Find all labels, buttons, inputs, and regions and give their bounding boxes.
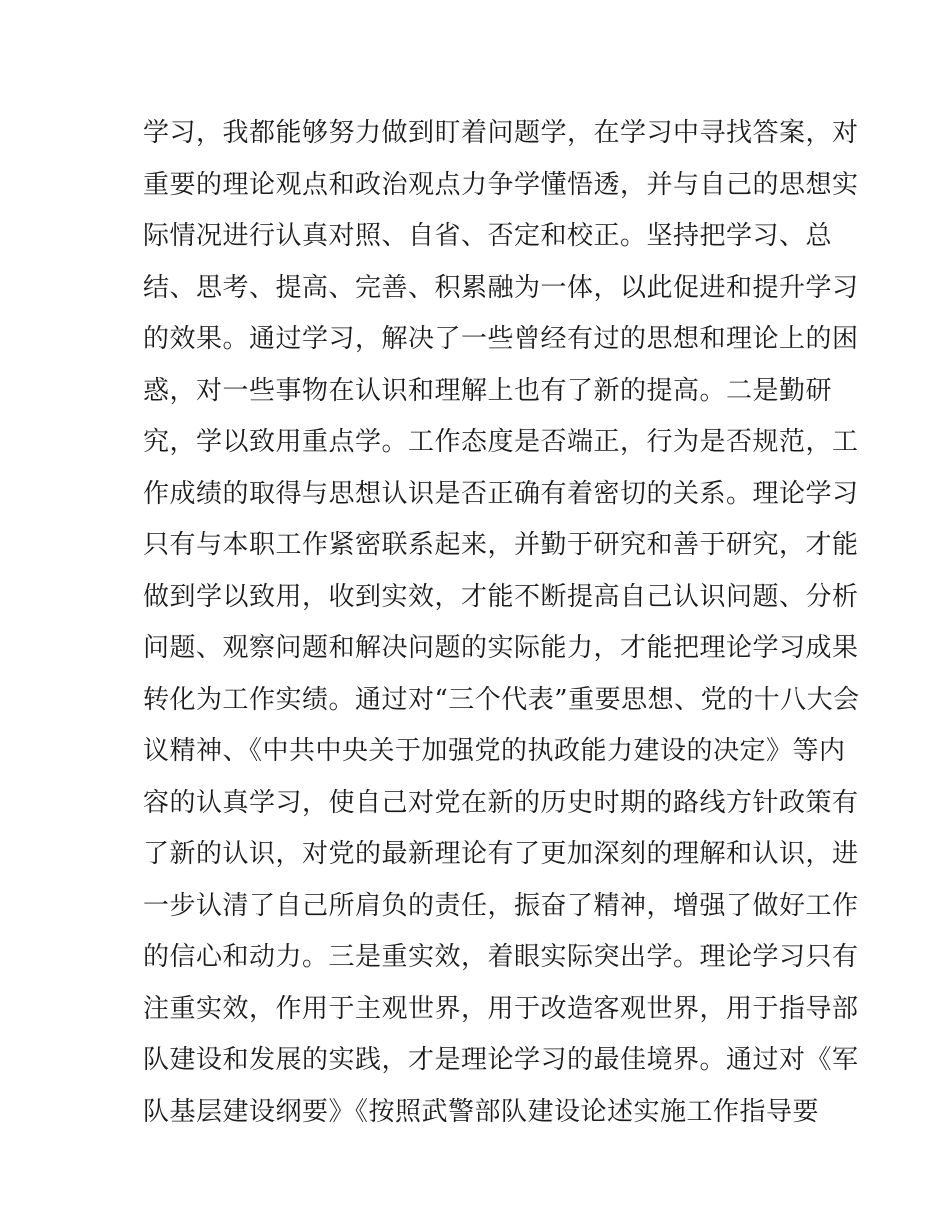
text-line: 了新的认识，对党的最新理论有了更加深刻的理解和认识，进: [143, 839, 859, 869]
text-line: 结、思考、提高、完善、积累融为一体，以此促进和提升学习: [143, 272, 859, 303]
text-line: 队基层建设纲要》《按照武警部队建设论述实施工作指导要: [143, 1096, 820, 1127]
text-line: 议精神、《中共中央关于加强党的执政能力建设的决定》等内: [143, 736, 846, 766]
body-text: [143, 108, 860, 1138]
text-line: 注重实效，作用于主观世界，用于改造客观世界，用于指导部: [143, 993, 859, 1024]
text-line: 的信心和动力。三是重实效，着眼实际突出学。理论学习只有: [143, 942, 859, 972]
text-line: 转化为工作实绩。通过对“三个代表”重要思想、党的十八大会: [143, 684, 860, 715]
text-line: 际情况进行认真对照、自省、否定和校正。坚持把学习、总: [143, 221, 833, 251]
text-line: 究，学以致用重点学。工作态度是否端正，行为是否规范，工: [143, 427, 859, 457]
text-line: 作成绩的取得与思想认识是否正确有着密切的关系。理论学习: [143, 478, 859, 509]
text-line: 做到学以致用，收到实效，才能不断提高自己认识问题、分析: [143, 581, 859, 612]
text-line: 学习，我都能够努力做到盯着问题学，在学习中寻找答案，对: [143, 118, 859, 148]
text-line: 重要的理论观点和政治观点力争学懂悟透，并与自己的思想实: [143, 169, 859, 200]
text-line: 惑，对一些事物在认识和理解上也有了新的提高。二是勤研: [143, 375, 833, 406]
text-line: 问题、观察问题和解决问题的实际能力，才能把理论学习成果: [143, 633, 859, 663]
text-line: 容的认真学习，使自己对党在新的历史时期的路线方针政策有: [143, 787, 859, 818]
text-line: 队建设和发展的实践，才是理论学习的最佳境界。通过对《军: [143, 1045, 859, 1075]
text-line: 只有与本职工作紧密联系起来，并勤于研究和善于研究，才能: [143, 530, 859, 560]
text-line: 的效果。通过学习，解决了一些曾经有过的思想和理论上的困: [143, 324, 859, 354]
text-line: 一步认清了自己所肩负的责任，振奋了精神，增强了做好工作: [143, 890, 859, 921]
